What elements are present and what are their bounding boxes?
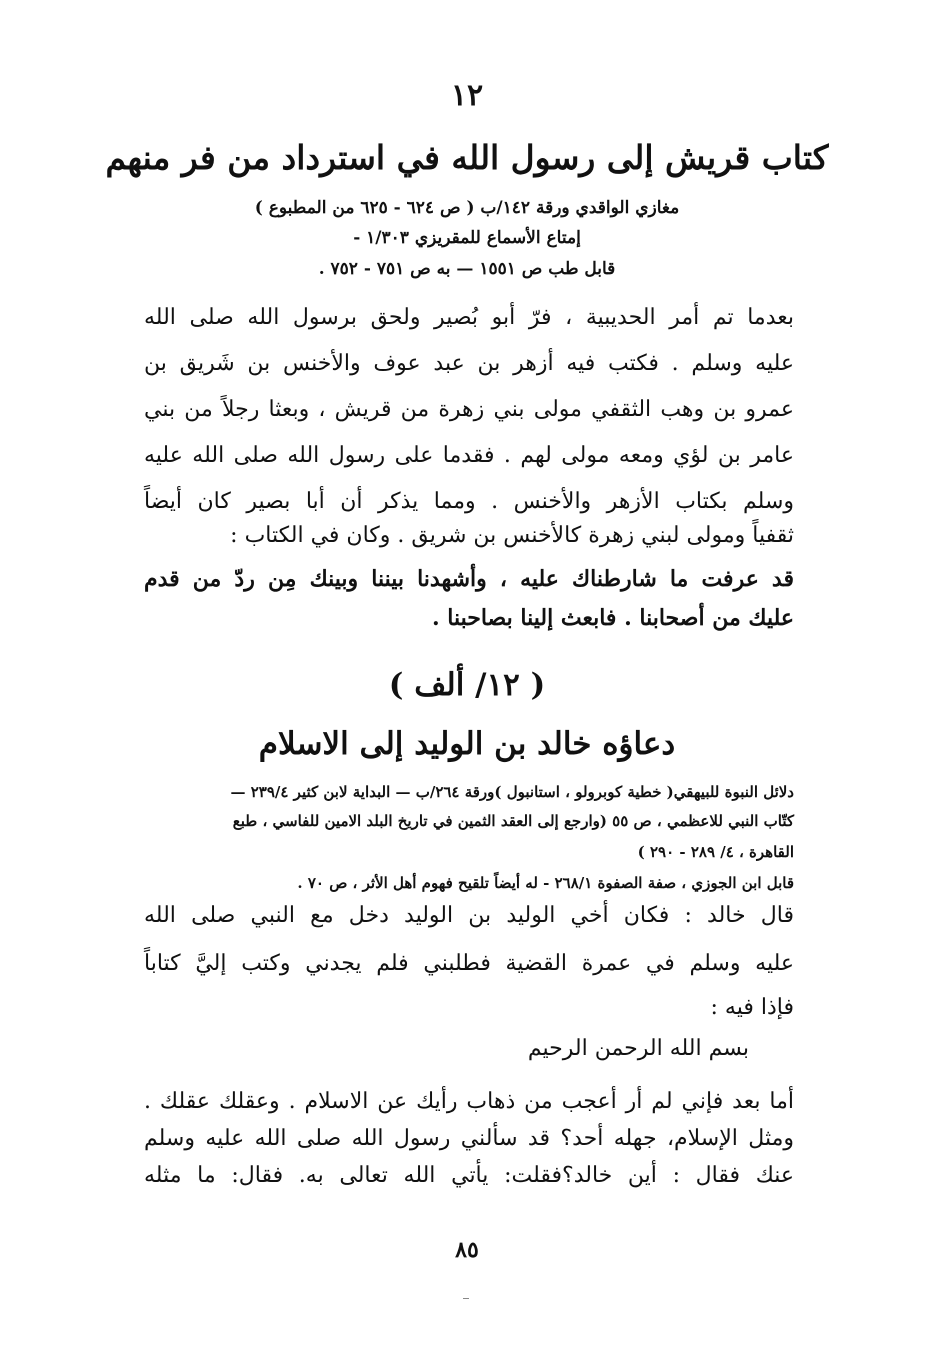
letter-line: عليك من أصحابنا . فابعث إلينا بصاحبنا . [431, 605, 794, 631]
source-line: قابل طب ص ١٥٥١ — به ص ٧٥١ - ٧٥٢ . [318, 259, 616, 279]
basmala: بسم الله الرحمن الرحيم [527, 1036, 749, 1061]
paragraph-line: عليه وسلم . فكتب فيه أزهر بن عبد عوف والأخنس بن شَريق بن [144, 351, 794, 376]
paragraph-line: عليه وسلم في عمرة القضية فطلبني فلم يجدني وكتب إليَّ كتاباً [144, 951, 794, 976]
paragraph-line: عمرو بن وهب الثقفي مولى بني زهرة من قريش ، وبعثا رجلاً من بني [144, 397, 794, 422]
paragraph-line: بعدما تم أمر الحديبية ، فرّ أبو بُصير ولحق برسول الله صلى الله [144, 305, 794, 330]
section-title: دعاؤه خالد بن الوليد إلى الاسلام [258, 726, 676, 762]
source-line: إمتاع الأسماع للمقريزي ١/٣٠٣ - [353, 228, 581, 248]
section-number: ( ١٢/ ألف ) [388, 667, 546, 703]
footnote-line: قابل ابن الجوزي ، صفة الصفوة ٢٦٨/١ - له أيضاً تلقيح فهوم أهل الأثر ، ص ٧٠ . [297, 874, 794, 892]
scan-mark [463, 1298, 469, 1299]
paragraph-line: قال خالد : فكان أخي الوليد بن الوليد دخل مع النبي صلى الله [144, 903, 794, 928]
page-number-bottom: ٨٥ [455, 1237, 479, 1263]
letter-line: ومثل الإسلام، جهله أحد؟ قد سألني رسول الله صلى الله عليه وسلم [144, 1126, 794, 1151]
paragraph-line: وسلم بكتاب الأزهر والأخنس . ومما يذكر أن أبا بصير كان أيضاً [144, 489, 794, 514]
paragraph-line: عامر بن لؤي ومعه مولى لهم . فقدما على رسول الله صلى الله عليه [144, 443, 794, 468]
footnote-line: القاهرة ، ٤/ ٢٨٩ - ٢٩٠ ) [637, 843, 794, 861]
source-line: مغازي الواقدي ورقة ١٤٢/ب ( ص ٦٢٤ - ٦٢٥ من المطبوع ) [254, 198, 680, 218]
paragraph-line: ثقفياً ومولى لبني زهرة كالأخنس بن شريق . وكان في الكتاب : [230, 523, 794, 548]
footnote-line: دلائل النبوة للبيهقي( خطية كوبرولو ، استانبول )ورقة ٢٦٤/ب — البداية لابن كثير ٢٣٩/٤ — [230, 783, 794, 801]
page-number-top: ١٢ [450, 78, 484, 113]
letter-line: أما بعد فإني لم أر أعجب من ذهاب رأيك عن الاسلام . وعقلك عقلك . [144, 1089, 794, 1114]
letter-line: عنك فقال : أين خالد؟فقلت: يأتي الله تعالى به. فقال: ما مثله [144, 1163, 794, 1188]
letter-line: قد عرفت ما شارطناك عليه ، وأشهدنا بيننا وبينك مِن ردّ من قدم [144, 566, 794, 592]
chapter-title: كتاب قريش إلى رسول الله في استرداد من فر منهم [105, 138, 829, 177]
paragraph-line: فإذا فيه : [710, 995, 794, 1020]
footnote-line: كتّاب النبي للاعظمي ، ص ٥٥ (وارجع إلى العقد الثمين في تاريخ البلد الامين للفاسي ، طبع [232, 812, 794, 830]
